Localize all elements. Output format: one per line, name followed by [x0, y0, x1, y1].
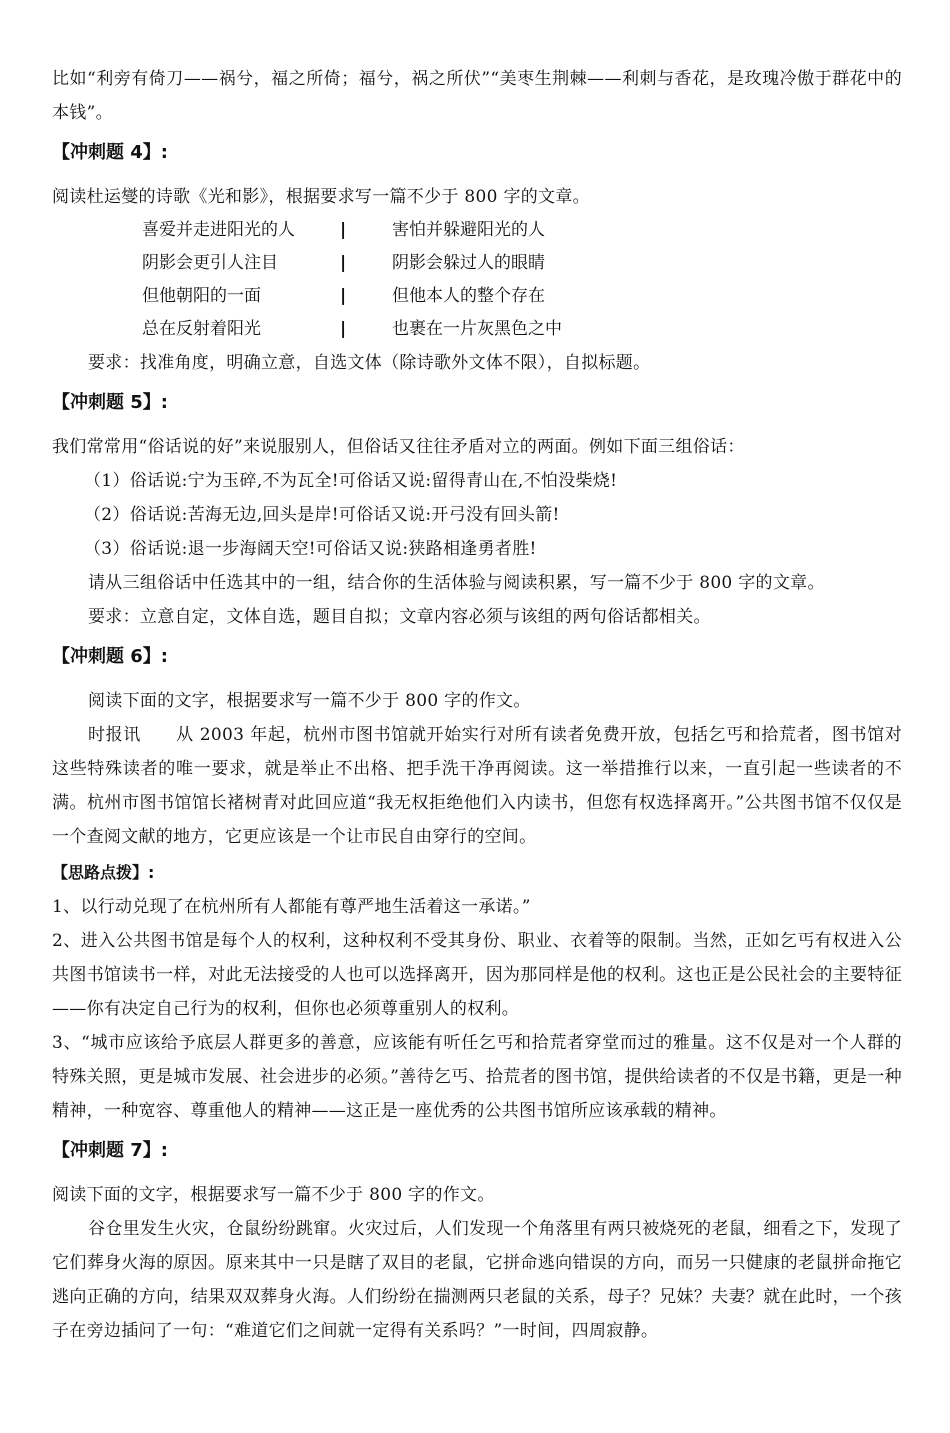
- q5-heading: 【冲刺题 5】:: [52, 392, 168, 413]
- q6-heading: 【冲刺题 6】:: [52, 646, 168, 667]
- list-item: （1）俗话说:宁为玉碎,不为瓦全!可俗话又说:留得青山在,不怕没柴烧!: [84, 471, 618, 491]
- poem-left: 总在反射着阳光: [142, 319, 261, 339]
- poem-line: [142, 280, 902, 313]
- hint-heading: 【思路点拨】:: [52, 863, 155, 882]
- document-page: [52, 62, 902, 1348]
- q5-task: 请从三组俗话中任选其中的一组，结合你的生活体验与阅读积累，写一篇不少于 800 字的文章。: [88, 573, 825, 593]
- poem-divider: |: [340, 253, 347, 273]
- q6-prompt: 阅读下面的文字，根据要求写一篇不少于 800 字的作文。: [88, 691, 531, 711]
- q7-passage: 谷仓里发生火灾，仓鼠纷纷跳窜。火灾过后，人们发现一个角落里有两只被烧死的老鼠，细看之下，发现了它们葬身火海的原因。原来其中一只是瞎了双目的老鼠，它拼命逃向错误的方向，而另一只健康的老鼠拼命拖它逃向正确的方向，结果双双葬身火海。人们纷纷在揣测两只老鼠的关系，母子？兄妹？夫妻？就在此时，一个孩子在旁边插问了一句：“难道它们之间就一定得有关系吗？”一时间，四周寂静。: [52, 1219, 902, 1341]
- proverb-list: [52, 464, 902, 566]
- poem-line: [142, 313, 902, 346]
- poem-left: 但他朝阳的一面: [142, 286, 261, 306]
- poem-right: 也裹在一片灰黑色之中: [392, 319, 562, 339]
- poem-line: [142, 247, 902, 280]
- poem-right: 害怕并躲避阳光的人: [392, 220, 545, 240]
- poem-divider: |: [340, 286, 347, 306]
- q5-prompt: 我们常常用“俗话说的好”来说服别人，但俗话又往往矛盾对立的两面。例如下面三组俗话：: [52, 437, 745, 457]
- hint-item: 3、“城市应该给予底层人群更多的善意，应该能有听任乞丐和拾荒者穿堂而过的雅量。这不仅是对一个人群的特殊关照，更是城市发展、社会进步的必须。”善待乞丐、拾荒者的图书馆，提供给读者的不仅是书籍，更是一种精神，一种宽容、尊重他人的精神——这正是一座优秀的公共图书馆所应该承载的精神。: [52, 1033, 902, 1121]
- poem-left: 阴影会更引人注目: [142, 253, 278, 273]
- poem-left: 喜爱并走进阳光的人: [142, 220, 295, 240]
- intro-paragraph: 比如“利旁有倚刀——祸兮，福之所倚；福兮，祸之所伏”“美枣生荆棘——利刺与香花，是玫瑰冷傲于群花中的本钱”。: [52, 69, 902, 123]
- hint-item: 2、进入公共图书馆是每个人的权利，这种权利不受其身份、职业、衣着等的限制。当然，正如乞丐有权进入公共图书馆读书一样，对此无法接受的人也可以选择离开，因为那同样是他的权利。这也正是公民社会的主要特征——你有决定自己行为的权利，但你也必须尊重别人的权利。: [52, 931, 902, 1019]
- list-item: （3）俗话说:退一步海阔天空!可俗话又说:狭路相逢勇者胜!: [84, 539, 537, 559]
- poem-right: 但他本人的整个存在: [392, 286, 545, 306]
- q4-prompt: 阅读杜运燮的诗歌《光和影》，根据要求写一篇不少于 800 字的文章。: [52, 187, 590, 207]
- q5-requirement: 要求：立意自定，文体自选，题目自拟；文章内容必须与该组的两句俗话都相关。: [88, 607, 711, 627]
- poem: [142, 214, 902, 346]
- q4-requirement: 要求：找准角度，明确立意，自选文体（除诗歌外文体不限），自拟标题。: [88, 353, 651, 373]
- poem-divider: |: [340, 319, 347, 339]
- poem-divider: |: [340, 220, 347, 240]
- q7-heading: 【冲刺题 7】:: [52, 1140, 168, 1161]
- poem-line: [142, 214, 902, 247]
- q4-heading: 【冲刺题 4】:: [52, 142, 168, 163]
- q6-passage: 时报讯 从 2003 年起，杭州市图书馆就开始实行对所有读者免费开放，包括乞丐和拾荒者，图书馆对这些特殊读者的唯一要求，就是举止不出格、把手洗干净再阅读。这一举措推行以来，一直引起一些读者的不满。杭州市图书馆馆长褚树青对此回应道“我无权拒绝他们入内读书，但您有权选择离开。”公共图书馆不仅仅是一个查阅文献的地方，它更应该是一个让市民自由穿行的空间。: [52, 725, 902, 847]
- hint-item: 1、以行动兑现了在杭州所有人都能有尊严地生活着这一承诺。”: [52, 897, 531, 917]
- poem-right: 阴影会躲过人的眼睛: [392, 253, 545, 273]
- list-item: （2）俗话说:苦海无边,回头是岸!可俗话又说:开弓没有回头箭!: [84, 505, 560, 525]
- q7-prompt: 阅读下面的文字，根据要求写一篇不少于 800 字的作文。: [52, 1185, 495, 1205]
